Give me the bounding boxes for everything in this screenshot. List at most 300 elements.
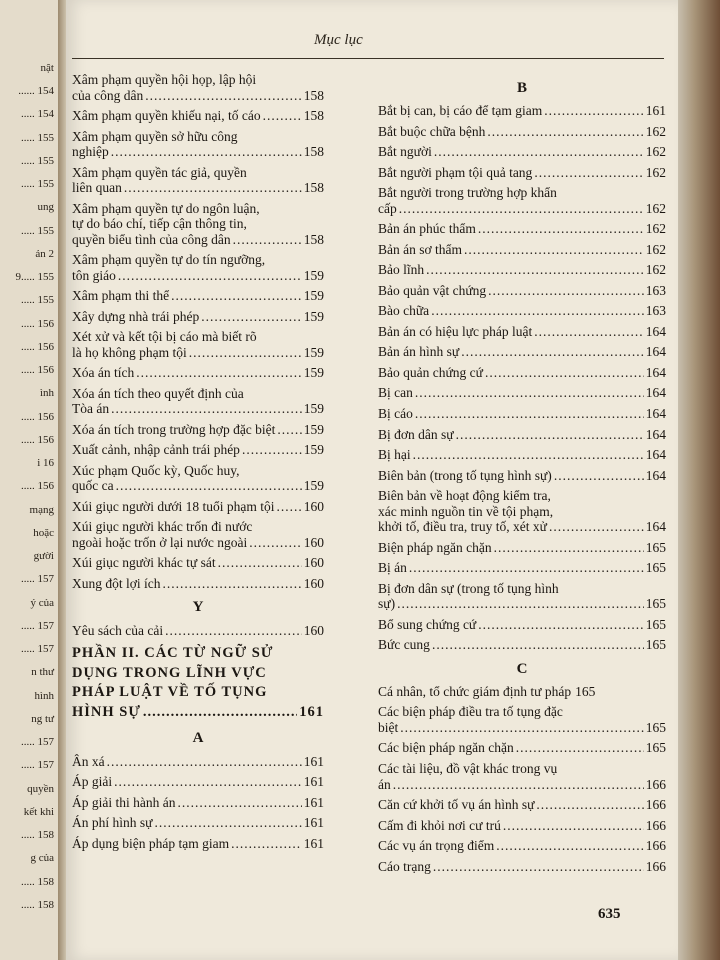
- index-entry-page: 160: [303, 555, 324, 571]
- facing-page-fragment: ..... 155: [21, 294, 54, 307]
- index-entry-term: Xâm phạm quyền tự do ngôn luận,: [72, 200, 260, 216]
- index-entry-term: Xâm phạm quyền sở hữu công: [72, 128, 238, 144]
- index-entry-page: 159: [303, 442, 324, 458]
- index-entry: [72, 442, 324, 458]
- dot-leader: [233, 232, 302, 248]
- index-entry-page: 158: [303, 144, 324, 160]
- index-entry-term: Bản án sơ thẩm: [378, 241, 462, 257]
- dot-leader: [554, 468, 644, 484]
- index-entry-term: Cáo trạng: [378, 858, 431, 874]
- facing-page-fragment: ung: [37, 201, 54, 214]
- index-entry: [72, 623, 324, 639]
- dot-leader: [415, 406, 644, 422]
- index-entry: [378, 447, 666, 463]
- facing-page-fragment: ..... 156: [21, 433, 54, 446]
- index-entry-term: Biên bản (trong tố tụng hình sự): [378, 467, 552, 483]
- dot-leader: [111, 144, 302, 160]
- facing-page-fragment: ..... 156: [21, 317, 54, 330]
- index-entry: [72, 201, 324, 248]
- dot-leader: [415, 385, 644, 401]
- index-entry-term: Các tài liệu, đồ vật khác trong vụ: [378, 761, 558, 776]
- facing-page-fragment: ..... 156: [21, 480, 54, 493]
- index-entry: [72, 252, 324, 283]
- index-entry-term: Xâm phạm thi thể: [72, 288, 170, 304]
- index-entry-line: [72, 535, 324, 551]
- facing-page-fragment: ..... 156: [21, 364, 54, 377]
- facing-page-fragment: quyền: [27, 782, 54, 795]
- dot-leader: [488, 283, 644, 299]
- index-entry-line: [72, 576, 324, 592]
- index-entry-page: 161: [303, 815, 324, 831]
- index-entry-page: 165: [575, 683, 596, 699]
- index-entry-line: [378, 262, 666, 278]
- index-entries-y: [72, 623, 324, 639]
- index-entry-term: Bản án phúc thẩm: [378, 221, 476, 237]
- page-header-title: Mục lục: [314, 32, 363, 48]
- index-entry: [378, 144, 666, 160]
- facing-page-fragment: ..... 158: [21, 898, 54, 911]
- dot-leader: [536, 797, 643, 813]
- index-entry-line: [378, 344, 666, 360]
- index-entry-line: [378, 560, 666, 576]
- index-entry-line: [72, 836, 324, 852]
- index-entry-term: quốc ca: [72, 478, 114, 494]
- index-entry-term: Xét xử và kết tội bị cáo mà biết rõ: [72, 329, 257, 345]
- index-entry-line: [72, 144, 324, 160]
- index-entry-page: 162: [645, 200, 666, 216]
- index-entry: [72, 165, 324, 196]
- index-entry: [72, 576, 324, 592]
- index-entry-page: 164: [645, 385, 666, 401]
- index-entry-term: Bị can: [378, 385, 413, 401]
- index-entries-c: [378, 684, 666, 874]
- index-entry-line: [378, 303, 666, 319]
- dot-leader: [478, 221, 644, 237]
- dot-leader: [432, 637, 644, 653]
- index-entry-page: 164: [645, 323, 666, 339]
- index-entry-page: 159: [303, 288, 324, 304]
- facing-page-fragment: ..... 156: [21, 410, 54, 423]
- index-entry: [72, 555, 324, 571]
- index-entry-line: [378, 406, 666, 422]
- index-entry-page: 164: [645, 426, 666, 442]
- index-entry: [378, 488, 666, 535]
- index-entry-page: 160: [303, 575, 324, 591]
- index-entry-page: 159: [303, 365, 324, 381]
- index-entry: [72, 815, 324, 831]
- index-entry-term: Cấm đi khỏi nơi cư trú: [378, 817, 501, 833]
- index-entry-page: 166: [645, 776, 666, 792]
- dot-leader: [145, 88, 302, 104]
- index-entry-line: [378, 385, 666, 401]
- index-entries-a: [72, 754, 324, 852]
- index-entry: [72, 108, 324, 124]
- index-entry-term: Xâm phạm quyền tự do tín ngưỡng,: [72, 252, 266, 268]
- dot-leader: [549, 519, 644, 535]
- dot-leader: [118, 268, 302, 284]
- index-entry-page: 159: [303, 401, 324, 417]
- index-entry-term: Bắt người: [378, 144, 432, 160]
- index-entry-page: 165: [645, 740, 666, 756]
- facing-page-fragment: ..... 156: [21, 340, 54, 353]
- index-entry-line: [72, 815, 324, 831]
- index-entry-line: [378, 124, 666, 140]
- facing-page-fragment: ..... 155: [21, 154, 54, 167]
- index-entry: [378, 838, 666, 854]
- index-entry-term: Bắt người phạm tội quả tang: [378, 164, 533, 180]
- index-entry-line: [378, 777, 666, 793]
- index-entry: [72, 499, 324, 515]
- index-entry-term: Xóa án tích theo quyết định của: [72, 385, 244, 401]
- index-entries-x: [72, 72, 324, 591]
- part-heading-line: PHÁP LUẬT VỀ TỐ TỤNG: [72, 684, 268, 701]
- index-entry: [72, 519, 324, 550]
- index-entry-line: [72, 268, 324, 284]
- index-entry: [72, 72, 324, 103]
- index-entry-page: 166: [645, 797, 666, 813]
- index-entry-page: 159: [303, 344, 324, 360]
- index-entry-term: Các vụ án trọng điểm: [378, 838, 495, 854]
- index-entry-term: Bị án: [378, 560, 407, 576]
- index-entry-term: Xuất cảnh, nhập cảnh trái phép: [72, 442, 240, 458]
- index-entry-term: nghiệp: [72, 144, 109, 160]
- index-entry-line: [72, 478, 324, 494]
- section-letter-b: B: [516, 80, 527, 96]
- dot-leader: [171, 288, 302, 304]
- index-entry-line: [72, 754, 324, 770]
- index-entry-term: Áp giải: [72, 774, 113, 790]
- index-entry: [378, 262, 666, 278]
- facing-page-fragment: hoặc: [33, 526, 54, 539]
- facing-page-fragment: hình: [34, 689, 54, 702]
- dot-leader: [163, 576, 302, 592]
- index-entry-page: 160: [303, 534, 324, 550]
- right-column: [378, 72, 666, 879]
- index-entry-line: [378, 365, 666, 381]
- dot-leader: [400, 720, 644, 736]
- index-entry: [378, 303, 666, 319]
- index-entry-term: Xóa án tích: [72, 365, 135, 381]
- index-entry-line: [72, 623, 324, 639]
- index-entry-line: [72, 288, 324, 304]
- index-entry-line: [72, 774, 324, 790]
- index-entry: [378, 859, 666, 875]
- index-entry-line: [72, 180, 324, 196]
- dot-leader: [534, 324, 643, 340]
- index-entry-page: 165: [645, 719, 666, 735]
- index-entry-line: [378, 201, 666, 217]
- facing-page-fragment: ..... 157: [21, 619, 54, 632]
- index-entry-page: 161: [303, 753, 324, 769]
- index-entry-page: 158: [303, 231, 324, 247]
- index-entry: [378, 540, 666, 556]
- index-entry-line: [378, 838, 666, 854]
- index-entry-term: ngoài hoặc trốn ở lại nước ngoài: [72, 534, 248, 550]
- index-entry-line: [378, 720, 666, 736]
- index-entry: [378, 684, 666, 700]
- index-entry: [378, 637, 666, 653]
- index-entry: [378, 103, 666, 119]
- index-entry-term: Bản án hình sự: [378, 344, 460, 360]
- index-entry: [378, 124, 666, 140]
- index-entry: [72, 754, 324, 770]
- index-entry-term: Bản án có hiệu lực pháp luật: [378, 323, 533, 339]
- index-entry-line: [72, 401, 324, 417]
- index-entry-line: [378, 859, 666, 875]
- index-entry-page: 163: [645, 282, 666, 298]
- dot-leader: [503, 818, 644, 834]
- index-entry: [378, 427, 666, 443]
- index-entry-term: Bắt bị can, bị cáo để tạm giam: [378, 103, 543, 119]
- facing-page-fragment: ..... 154: [21, 108, 54, 121]
- index-entry-page: 159: [303, 308, 324, 324]
- dot-leader: [263, 108, 302, 124]
- part-heading-line: PHẦN II. CÁC TỪ NGỮ SỬ: [72, 645, 274, 662]
- dot-leader: [426, 262, 644, 278]
- index-entry: [378, 385, 666, 401]
- index-entry-line: [378, 103, 666, 119]
- index-entry-line: [72, 365, 324, 381]
- index-entry: [378, 818, 666, 834]
- index-entry-term: Xóa án tích trong trường hợp đặc biệt: [72, 421, 276, 437]
- facing-page-fragment: ..... 157: [21, 643, 54, 656]
- index-entry-page: 162: [645, 221, 666, 237]
- dot-leader: [154, 815, 301, 831]
- index-entry-line: [378, 617, 666, 633]
- index-entry-page: 160: [303, 622, 324, 638]
- index-entry-term: tôn giáo: [72, 267, 116, 283]
- dot-leader: [201, 309, 301, 325]
- index-entry-term: Bổ sung chứng cứ: [378, 616, 477, 632]
- section-letter-a: A: [192, 730, 204, 747]
- facing-page-fragment: ...... 154: [18, 85, 54, 98]
- index-entry-page: 163: [645, 303, 666, 319]
- dot-leader: [114, 774, 302, 790]
- facing-page-fragment: ..... 155: [21, 224, 54, 237]
- index-entry-term: Bào chữa: [378, 303, 430, 319]
- index-entry-page: 164: [645, 447, 666, 463]
- index-entry-term: Biên bản về hoạt động kiểm tra,: [378, 488, 551, 504]
- dot-leader: [409, 560, 644, 576]
- index-entry-page: 159: [303, 267, 324, 283]
- part-heading-line: HÌNH SỰ: [72, 703, 141, 720]
- index-entry: [72, 463, 324, 494]
- index-entry: [72, 774, 324, 790]
- index-entry-line: [72, 555, 324, 571]
- index-entry-page: 159: [303, 478, 324, 494]
- dot-leader: [496, 838, 644, 854]
- index-entry-term: xác minh nguồn tin về tội phạm,: [378, 503, 554, 519]
- dot-leader: [487, 124, 643, 140]
- index-entry-line: [378, 283, 666, 299]
- index-entry-line: [378, 684, 666, 700]
- index-entry-term: Bị hại: [378, 447, 411, 463]
- index-entry-term: là họ không phạm tội: [72, 344, 187, 360]
- index-entry-term: Bị đơn dân sự: [378, 426, 454, 442]
- index-entry-page: 164: [645, 519, 666, 535]
- index-entry: [378, 324, 666, 340]
- index-entry-term: Bức cung: [378, 637, 430, 653]
- index-entry-page: 165: [645, 539, 666, 555]
- dot-leader: [461, 344, 644, 360]
- dot-leader: [399, 201, 644, 217]
- index-entry: [72, 288, 324, 304]
- facing-page-fragment: ..... 157: [21, 759, 54, 772]
- index-entry-line: [378, 740, 666, 756]
- index-entry: [378, 761, 666, 792]
- facing-page-fragment: ..... 157: [21, 573, 54, 586]
- dot-leader: [143, 703, 297, 723]
- index-entry-term: Xây dựng nhà trái phép: [72, 308, 200, 324]
- dot-leader: [544, 103, 644, 119]
- index-entry-term: Xúc phạm Quốc kỳ, Quốc huy,: [72, 462, 240, 478]
- index-entry: [72, 365, 324, 381]
- index-entry-line: [378, 144, 666, 160]
- index-entry-term: Áp dụng biện pháp tạm giam: [72, 835, 230, 851]
- section-letter-y: Y: [192, 599, 204, 616]
- index-entry-page: 164: [645, 364, 666, 380]
- index-entry-term: Bắt người trong trường hợp khẩn: [378, 185, 557, 201]
- facing-page-fragment: g của: [30, 852, 54, 865]
- dot-leader: [456, 427, 644, 443]
- index-entry-page: 161: [303, 835, 324, 851]
- index-entry-page: 166: [645, 858, 666, 874]
- facing-page-fragment: ản 2: [35, 247, 54, 260]
- index-entry-term: liên quan: [72, 180, 122, 196]
- index-entry-term: sự): [378, 596, 396, 612]
- index-entry: [378, 581, 666, 612]
- index-entry-line: [378, 519, 666, 535]
- facing-page-fragment: 9..... 155: [15, 271, 54, 284]
- facing-page-fragment: mạng: [29, 503, 54, 516]
- index-entry-page: 161: [303, 794, 324, 810]
- index-entry: [378, 617, 666, 633]
- dot-leader: [494, 540, 644, 556]
- facing-page-fragment: ình: [39, 387, 54, 400]
- index-entry-line: [378, 447, 666, 463]
- dot-leader: [242, 442, 302, 458]
- index-entry-page: 162: [645, 241, 666, 257]
- index-entry: [378, 704, 666, 735]
- index-entry-page: 162: [645, 123, 666, 139]
- right-page-edge: [678, 0, 720, 960]
- index-entry: [378, 221, 666, 237]
- index-entry-term: án: [378, 776, 391, 792]
- dot-leader: [413, 447, 644, 463]
- index-entry: [378, 242, 666, 258]
- index-entry-line: [72, 422, 324, 438]
- index-entry-page: 166: [645, 817, 666, 833]
- index-entry-term: Căn cứ khởi tố vụ án hình sự: [378, 797, 535, 813]
- index-entry-term: Xung đột lợi ích: [72, 575, 161, 591]
- facing-page-fragment: ..... 155: [21, 178, 54, 191]
- index-entry-line: [378, 221, 666, 237]
- index-entry: [378, 165, 666, 181]
- index-entry-page: 165: [645, 637, 666, 653]
- index-entry-page: 158: [303, 87, 324, 103]
- index-entry-page: 162: [645, 262, 666, 278]
- index-entry-line: [378, 797, 666, 813]
- index-entry-page: 165: [645, 596, 666, 612]
- index-entry-line: [72, 309, 324, 325]
- facing-page-fragment: ..... 155: [21, 131, 54, 144]
- index-entry-page: 165: [645, 616, 666, 632]
- index-entry-page: 158: [303, 180, 324, 196]
- index-entry-term: Bị cáo: [378, 405, 413, 421]
- index-entry: [378, 344, 666, 360]
- index-entry: [72, 795, 324, 811]
- left-column: [72, 72, 324, 856]
- facing-page-fragment: gười: [33, 550, 54, 563]
- index-entry-page: 164: [645, 344, 666, 360]
- index-entry: [378, 468, 666, 484]
- dot-leader: [124, 180, 302, 196]
- dot-leader: [397, 596, 644, 612]
- index-entry-page: 158: [303, 108, 324, 124]
- facing-page-fragment: i 16: [37, 457, 54, 470]
- index-entry: [72, 309, 324, 325]
- facing-page-fragment: ..... 158: [21, 829, 54, 842]
- dot-leader: [277, 422, 301, 438]
- dot-leader: [107, 754, 302, 770]
- index-entry-page: 161: [303, 774, 324, 790]
- index-entry-page: 161: [645, 103, 666, 119]
- index-entry: [378, 283, 666, 299]
- index-entry-page: 166: [645, 838, 666, 854]
- index-entries-b: [378, 103, 666, 652]
- index-entry-line: [72, 795, 324, 811]
- index-entry-page: 159: [303, 421, 324, 437]
- dot-leader: [464, 242, 644, 258]
- index-entry: [72, 129, 324, 160]
- index-entry-line: [72, 442, 324, 458]
- index-entry-term: Xâm phạm quyền tác giả, quyền: [72, 164, 247, 180]
- dot-leader: [111, 401, 302, 417]
- index-entry-line: [378, 637, 666, 653]
- dot-leader: [277, 499, 302, 515]
- index-entry-term: Xúi giục người khác tự sát: [72, 555, 216, 571]
- index-entry-term: Yêu sách của cải: [72, 622, 164, 638]
- index-entry: [378, 560, 666, 576]
- facing-page-fragment: nật: [40, 62, 54, 74]
- index-entry: [378, 365, 666, 381]
- index-entry-term: quyền biểu tình của công dân: [72, 231, 231, 247]
- header-rule: [72, 58, 664, 59]
- index-entry-term: của công dân: [72, 87, 144, 103]
- index-entry-line: [378, 818, 666, 834]
- index-entry-term: biệt: [378, 719, 399, 735]
- index-entry: [72, 386, 324, 417]
- index-entry-term: Bảo lĩnh: [378, 262, 425, 278]
- index-entry: [378, 406, 666, 422]
- index-entry-term: Tòa án: [72, 401, 110, 417]
- index-entry-term: Cá nhân, tổ chức giám định tư pháp: [378, 683, 572, 699]
- index-entry-term: Xâm phạm quyền hội họp, lập hội: [72, 72, 257, 87]
- index-page: [66, 0, 678, 960]
- section-letter-c: C: [516, 660, 528, 677]
- index-entry-page: 160: [303, 498, 324, 514]
- index-entry-line: [378, 468, 666, 484]
- dot-leader: [485, 365, 644, 381]
- dot-leader: [534, 165, 643, 181]
- index-entry-line: [72, 88, 324, 104]
- index-entry-term: Bảo quản vật chứng: [378, 282, 487, 298]
- part-heading-line: DỤNG TRONG LĨNH VỰC: [72, 664, 267, 681]
- part-heading-last-line: [72, 703, 324, 723]
- index-entry-term: Áp giải thi hành án: [72, 794, 176, 810]
- left-page-edge: [0, 0, 59, 960]
- index-entry-line: [378, 596, 666, 612]
